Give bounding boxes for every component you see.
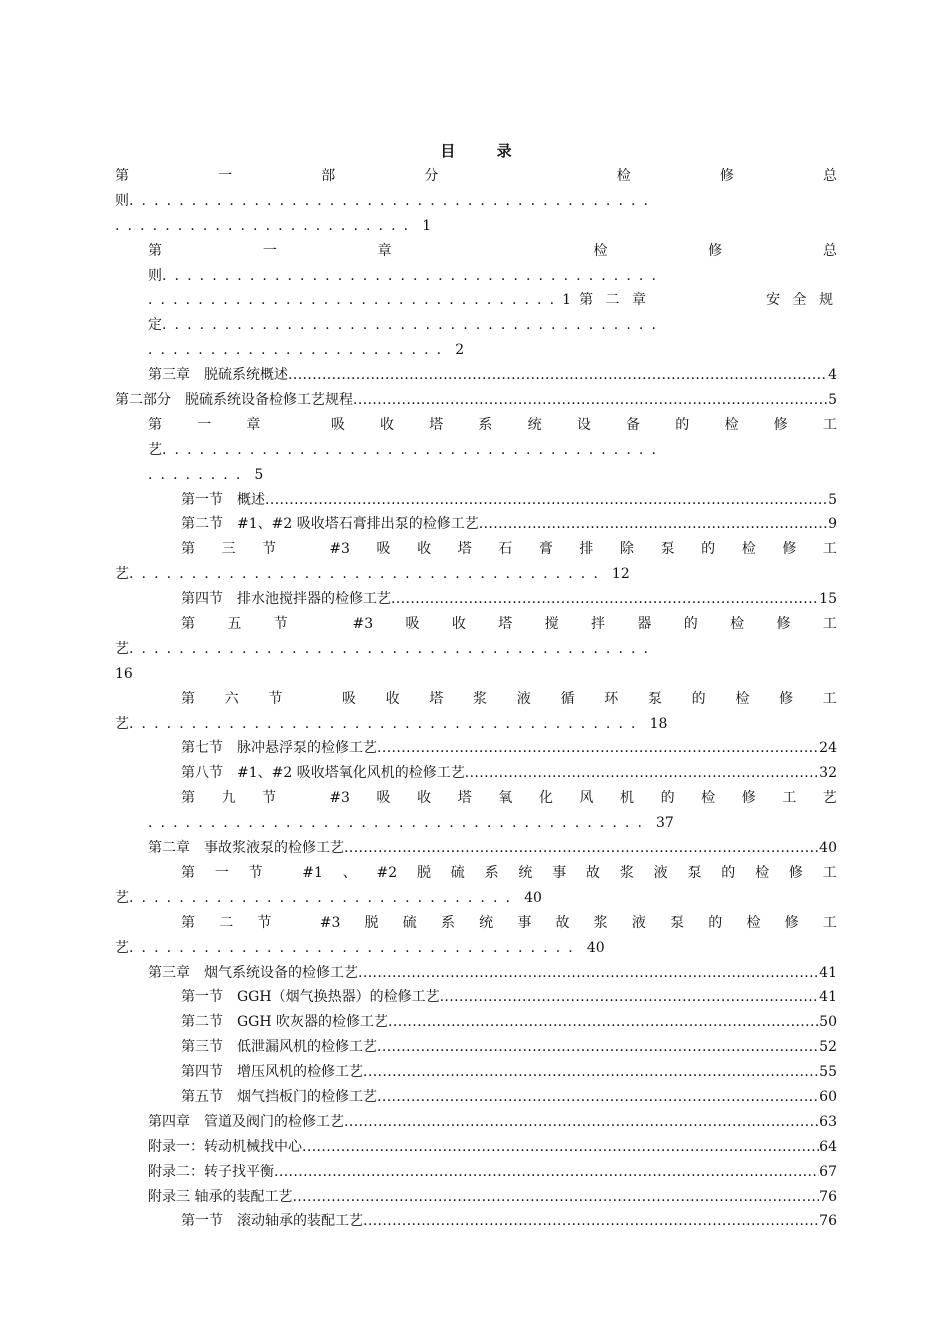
toc-entry-label: 第二节 [181, 516, 223, 533]
toc-glyph: 塔 [457, 790, 472, 807]
toc-glyph: 浆 [619, 864, 634, 881]
toc-entry-c3s1[interactable] [181, 985, 837, 1010]
toc-entry-title: GGH（烟气换热器）的检修工艺 [237, 989, 440, 1006]
toc-entry-page: 1 [422, 217, 432, 234]
toc-glyph: 的 [660, 790, 675, 807]
toc-entry-s9-spread[interactable] [181, 786, 837, 811]
toc-glyph: 液 [653, 864, 668, 881]
toc-glyph: 收 [451, 616, 466, 633]
toc-glyph: 一 [218, 168, 233, 184]
toc-entry-text [181, 1209, 363, 1234]
toc-entry-text [181, 512, 479, 537]
toc-p2c1-line3 [148, 463, 837, 488]
toc-glyph: 的 [721, 864, 736, 881]
toc-glyph: 硫 [402, 914, 417, 931]
toc-glyph: 吸 [341, 690, 356, 707]
toc-entry-c3s5[interactable] [181, 1085, 837, 1110]
dot-leader: ......................................... [129, 715, 644, 732]
toc-glyph: 修 [776, 616, 791, 633]
dot-leader [363, 1060, 819, 1085]
toc-glyph: 节 [248, 864, 263, 881]
toc-glyph: 检 [730, 616, 745, 633]
toc-entry-text [148, 836, 344, 861]
dot-leader: ........................ [115, 217, 417, 234]
dot-leader [292, 1185, 819, 1210]
toc-glyph: 修 [708, 242, 723, 259]
toc-glyph: 事 [517, 914, 532, 931]
toc-glyph: 九 [221, 790, 236, 807]
toc-glyph: 第 [181, 616, 195, 633]
toc-entry-text [181, 488, 265, 513]
toc-glyph: 备 [626, 416, 641, 433]
toc-entry-page: 9 [828, 516, 837, 533]
toc-glyph: 三 [221, 541, 236, 558]
toc-glyph: 工 [782, 790, 797, 807]
toc-entry-page: 41 [819, 989, 837, 1006]
toc-entry-page: 1 [562, 292, 572, 309]
toc-entry-s4[interactable] [181, 587, 837, 612]
toc-glyph: 艺 [115, 889, 129, 906]
toc-entry-title: 脉冲悬浮泵的检修工艺 [237, 740, 377, 757]
toc-entry-c2s1-spread[interactable] [181, 861, 837, 886]
toc-glyph: 第 [181, 914, 195, 931]
toc-glyph: 故 [555, 914, 570, 931]
toc-glyph: 节 [257, 914, 272, 931]
toc-glyph: 收 [417, 541, 432, 558]
toc-entry-title: 附录一：转动机械找中心 [148, 1138, 302, 1155]
toc-entry-label: 第三节 [181, 1039, 223, 1056]
dot-leader [353, 388, 828, 413]
dot-leader [265, 488, 828, 513]
toc-glyph: 塔 [429, 416, 444, 433]
toc-entry-page: 50 [819, 1014, 837, 1031]
dot-leader [363, 1209, 819, 1234]
toc-entry-text [148, 1110, 344, 1135]
toc-glyph: 脱 [364, 914, 379, 931]
toc-title: 目 录 [440, 142, 530, 160]
toc-glyph: 排 [579, 541, 594, 558]
toc-entry-page: 12 [611, 566, 630, 583]
toc-glyph: 六 [224, 690, 239, 707]
toc-glyph: 器 [637, 616, 652, 633]
dot-leader [344, 836, 819, 861]
toc-glyph: 检 [741, 541, 756, 558]
toc-entry-page: 5 [254, 466, 264, 483]
toc-entry-s2[interactable] [181, 512, 837, 537]
dot-leader [377, 736, 819, 761]
toc-glyph: 第 [181, 690, 195, 707]
toc-glyph: 循 [560, 690, 575, 707]
toc-c2s1-line2 [115, 886, 837, 911]
dot-leader [479, 512, 828, 537]
toc-entry-page: 24 [819, 740, 837, 757]
table-of-contents [115, 138, 837, 1234]
toc-glyph: 一 [197, 416, 212, 433]
toc-entry-s8[interactable] [181, 761, 837, 786]
toc-glyph: 的 [683, 616, 698, 633]
toc-glyph: 章 [246, 416, 261, 433]
toc-entry-page: 64 [819, 1138, 837, 1155]
toc-glyph: 泵 [670, 914, 685, 931]
toc-entry-page: 5 [828, 392, 837, 409]
toc-glyph: 艺 [822, 790, 837, 807]
toc-glyph: 工 [822, 416, 837, 433]
toc-glyph: 修 [773, 416, 788, 433]
toc-entry-page: 40 [819, 840, 837, 857]
toc-glyph: 、 [342, 864, 357, 881]
toc-glyph: 浆 [593, 914, 608, 931]
toc-entry-s6-spread[interactable] [181, 687, 837, 712]
dot-leader: ........................ [148, 342, 450, 359]
toc-glyph: 液 [516, 690, 531, 707]
toc-entry-title: #1、#2 吸收塔石膏排出泵的检修工艺 [237, 516, 479, 533]
toc-glyph: 章 [377, 242, 392, 259]
toc-glyph: 故 [586, 864, 601, 881]
toc-next-chapter-title: 安 全 规 [766, 292, 837, 309]
toc-glyph: 修 [719, 168, 734, 184]
toc-entry-title: 低泄漏风机的检修工艺 [237, 1039, 377, 1056]
toc-entry-a3s1[interactable] [181, 1209, 837, 1234]
toc-p1-line2 [115, 189, 837, 214]
dot-leader [288, 363, 828, 388]
toc-glyph: 机 [620, 790, 634, 807]
toc-p1c1-line3 [148, 288, 837, 313]
toc-glyph: 泵 [647, 690, 662, 707]
toc-glyph: 统 [527, 416, 542, 433]
toc-entry-p1c3[interactable] [148, 363, 837, 388]
toc-glyph: 的 [701, 541, 716, 558]
toc-entry-page: 60 [819, 1088, 837, 1105]
toc-entry-title: 脱硫系统设备检修工艺规程 [185, 392, 353, 409]
toc-glyph: 五 [227, 616, 242, 633]
toc-entry-label: 第一节 [181, 989, 223, 1006]
toc-glyph: 吸 [376, 541, 391, 558]
toc-s5-line2 [115, 637, 837, 662]
toc-glyph: 收 [385, 690, 400, 707]
dot-leader: .................................... [129, 939, 581, 956]
toc-glyph: 搅 [544, 616, 559, 633]
toc-glyph: 工 [822, 864, 837, 881]
toc-entry-text [148, 1160, 274, 1185]
toc-glyph: 总 [822, 242, 837, 259]
toc-entry-text [181, 985, 440, 1010]
toc-entry-p1-spread[interactable] [115, 164, 837, 189]
toc-entry-page: 37 [656, 815, 674, 832]
toc-entry-page: 76 [819, 1188, 837, 1205]
toc-glyph: 拌 [591, 616, 606, 633]
toc-entry-p2c1-spread[interactable] [148, 413, 837, 438]
toc-entry-label: 第四节 [181, 1064, 223, 1081]
toc-glyph: 系 [478, 416, 493, 433]
toc-entry-page: 55 [819, 1064, 837, 1081]
toc-entry-text [181, 1060, 363, 1085]
toc-glyph: 塔 [429, 690, 444, 707]
toc-glyph: #3 [329, 790, 350, 807]
toc-entry-title: GGH 吹灰器的检修工艺 [237, 1014, 389, 1031]
toc-glyph: 节 [262, 541, 277, 558]
toc-glyph: 化 [538, 790, 553, 807]
toc-glyph: 第 [148, 416, 162, 433]
toc-entry-text [148, 363, 288, 388]
dot-leader: .......................................... [129, 640, 657, 657]
toc-entry-label: 第二节 [181, 1014, 223, 1031]
toc-glyph: 修 [782, 541, 797, 558]
toc-entry-label: 第五节 [181, 1088, 223, 1105]
toc-glyph: 总 [822, 168, 837, 184]
toc-glyph: 收 [417, 790, 432, 807]
toc-glyph: 统 [518, 864, 533, 881]
toc-entry-label: 第四章 [148, 1113, 190, 1130]
toc-entry-page: 52 [819, 1039, 837, 1056]
toc-glyph: 修 [741, 790, 756, 807]
toc-entry-title: 管道及阀门的检修工艺 [204, 1113, 344, 1130]
toc-entry-title: 附录三 轴承的装配工艺 [148, 1188, 293, 1205]
toc-glyph: 检 [724, 416, 739, 433]
dot-leader [302, 1135, 819, 1160]
toc-p2c1-line2 [148, 438, 837, 463]
toc-glyph: 脱 [416, 864, 431, 881]
toc-glyph: 艺 [115, 566, 129, 583]
toc-glyph: 修 [788, 864, 803, 881]
toc-glyph: #3 [319, 914, 341, 931]
toc-glyph: #2 [376, 864, 398, 881]
toc-entry-text [181, 736, 377, 761]
toc-glyph: 硫 [450, 864, 465, 881]
toc-glyph: 氧 [498, 790, 513, 807]
toc-entry-title: 事故浆液泵的检修工艺 [204, 840, 344, 857]
toc-entry-a1[interactable] [148, 1135, 837, 1160]
toc-entry-s3-spread[interactable] [181, 537, 837, 562]
toc-glyph: 定 [148, 317, 162, 334]
toc-entry-a3[interactable] [148, 1185, 837, 1210]
toc-entry-text [181, 1035, 377, 1060]
toc-entry-title: 增压风机的检修工艺 [237, 1064, 363, 1081]
toc-glyph: 统 [479, 914, 494, 931]
toc-glyph: 塔 [498, 616, 513, 633]
dot-leader [344, 1110, 819, 1135]
dot-leader: ........................................ [148, 815, 651, 832]
toc-glyph: 检 [746, 914, 761, 931]
toc-entry-c3s4[interactable] [181, 1060, 837, 1085]
toc-s6-line2 [115, 712, 837, 737]
toc-glyph: 检 [755, 864, 770, 881]
dot-leader: ........................................ [162, 441, 665, 458]
toc-glyph: 修 [779, 690, 794, 707]
toc-entry-text [148, 1135, 302, 1160]
toc-glyph: 节 [268, 690, 283, 707]
dot-leader: ........................................ [162, 317, 665, 334]
toc-glyph: 的 [691, 690, 706, 707]
toc-glyph: 工 [822, 690, 837, 707]
toc-entry-c3s2[interactable] [181, 1010, 837, 1035]
toc-entry-title: 烟气系统设备的检修工艺 [204, 964, 358, 981]
toc-entry-page: 67 [819, 1163, 837, 1180]
dot-leader: ........ [148, 466, 249, 483]
dot-leader [440, 985, 820, 1010]
toc-glyph: 的 [708, 914, 723, 931]
toc-p1c2-line1 [148, 313, 837, 338]
toc-glyph: 泵 [687, 864, 702, 881]
toc-glyph: 环 [604, 690, 619, 707]
toc-entry-text [115, 388, 353, 413]
toc-glyph: 检 [616, 168, 631, 184]
toc-glyph: 艺 [115, 640, 129, 657]
dot-leader: ............................... [129, 889, 519, 906]
toc-entry-c3s3[interactable] [181, 1035, 837, 1060]
toc-glyph: 一 [214, 864, 229, 881]
toc-entry-s7[interactable] [181, 736, 837, 761]
toc-glyph: 风 [579, 790, 594, 807]
dot-leader [465, 761, 819, 786]
toc-entry-label: 第七节 [181, 740, 223, 757]
toc-entry-title: 脱硫系统概述 [204, 367, 288, 384]
toc-glyph: 吸 [376, 790, 391, 807]
toc-entry-text [181, 761, 465, 786]
toc-glyph: 检 [593, 242, 608, 259]
toc-next-chapter: 第 二 章 [579, 292, 650, 309]
toc-entry-title: 附录二：转子找平衡 [148, 1163, 274, 1180]
toc-entry-c3[interactable] [148, 961, 837, 986]
toc-glyph: 第 [148, 242, 162, 259]
toc-entry-page: 5 [828, 491, 837, 508]
toc-glyph: 设 [576, 416, 591, 433]
toc-glyph: 塔 [457, 541, 472, 558]
dot-leader [274, 1160, 819, 1185]
toc-glyph: 第 [115, 168, 129, 184]
toc-entry-page: 18 [649, 715, 668, 732]
toc-glyph: 一 [262, 242, 277, 259]
toc-p1-line3 [115, 214, 837, 239]
toc-glyph: 艺 [148, 441, 162, 458]
toc-entry-c2s2-spread[interactable] [181, 911, 837, 936]
toc-glyph: 第 [181, 864, 195, 881]
toc-entry-title: 概述 [237, 491, 265, 508]
toc-entry-text [181, 587, 391, 612]
toc-entry-title: 烟气挡板门的检修工艺 [237, 1088, 377, 1105]
toc-glyph: 收 [380, 416, 395, 433]
toc-p1c2-line2 [148, 338, 837, 363]
toc-entry-page: 76 [819, 1213, 837, 1230]
toc-entry-c4[interactable] [148, 1110, 837, 1135]
toc-glyph: 浆 [473, 690, 488, 707]
dot-leader [388, 1010, 819, 1035]
dot-leader: ................................. [148, 292, 563, 309]
dot-leader [391, 587, 819, 612]
toc-entry-page: 41 [819, 964, 837, 981]
toc-glyph: #3 [352, 616, 374, 633]
toc-entry-label: 第四节 [181, 591, 223, 608]
toc-glyph: 艺 [115, 715, 129, 732]
toc-entry-page: 32 [819, 765, 837, 782]
toc-glyph: 检 [701, 790, 716, 807]
toc-entry-text [181, 1085, 377, 1110]
toc-entry-title: #1、#2 吸收塔氧化风机的检修工艺 [237, 765, 465, 782]
dot-leader [377, 1085, 819, 1110]
toc-glyph: 则 [115, 192, 129, 209]
toc-entry-c2[interactable] [148, 836, 837, 861]
toc-glyph: 石 [498, 541, 513, 558]
toc-entry-label: 第一节 [181, 491, 223, 508]
toc-glyph: 节 [273, 616, 288, 633]
toc-s5-line3: 16 [115, 665, 133, 682]
toc-glyph: 膏 [538, 541, 553, 558]
dot-leader: ...................................... [129, 566, 606, 583]
toc-glyph: 的 [675, 416, 690, 433]
toc-entry-p2[interactable] [115, 388, 837, 413]
toc-entry-text [148, 1185, 292, 1210]
toc-entry-page: 2 [455, 342, 465, 359]
toc-entry-text [181, 1010, 388, 1035]
toc-entry-p1c1-spread[interactable] [148, 239, 837, 264]
toc-entry-a2[interactable] [148, 1160, 837, 1185]
toc-s3-line2 [115, 562, 837, 587]
toc-glyph: 除 [620, 541, 634, 558]
toc-entry-label: 第一节 [181, 1213, 223, 1230]
dot-leader: .......................................... [129, 192, 657, 209]
toc-p1c1-line2 [148, 264, 837, 289]
toc-entry-page: 15 [819, 591, 837, 608]
toc-entry-s5-spread[interactable] [181, 612, 837, 637]
toc-glyph: #3 [329, 541, 350, 558]
toc-entry-s1[interactable] [181, 488, 837, 513]
toc-entry-page: 63 [819, 1113, 837, 1130]
toc-entry-label: 第二部分 [115, 392, 171, 409]
dot-leader: ........................................ [162, 267, 665, 284]
toc-glyph: 艺 [115, 939, 129, 956]
toc-glyph: 液 [631, 914, 646, 931]
toc-entry-label: 第二章 [148, 840, 190, 857]
toc-glyph: 检 [735, 690, 750, 707]
toc-glyph: 工 [822, 541, 837, 558]
toc-entry-page: 40 [524, 889, 542, 906]
toc-glyph: #1 [302, 864, 323, 881]
toc-glyph: 第 [181, 790, 195, 807]
toc-glyph: 吸 [405, 616, 420, 633]
toc-glyph: 工 [822, 616, 837, 633]
dot-leader [377, 1035, 819, 1060]
toc-glyph: 分 [424, 168, 439, 184]
toc-entry-label: 第八节 [181, 765, 223, 782]
toc-glyph: 泵 [660, 541, 675, 558]
toc-glyph: 部 [321, 168, 336, 184]
toc-glyph: 则 [148, 267, 162, 284]
toc-glyph: 第 [181, 541, 195, 558]
toc-entry-title: 排水池搅拌器的检修工艺 [237, 591, 391, 608]
toc-glyph: 事 [552, 864, 567, 881]
toc-glyph: 修 [784, 914, 799, 931]
toc-c2s2-line2 [115, 936, 837, 961]
toc-glyph: 节 [262, 790, 277, 807]
toc-entry-label: 第三章 [148, 367, 190, 384]
toc-glyph: 系 [440, 914, 455, 931]
toc-glyph: 工 [822, 914, 837, 931]
toc-entry-title: 滚动轴承的装配工艺 [237, 1213, 363, 1230]
toc-entry-page: 40 [586, 939, 605, 956]
toc-glyph: 吸 [330, 416, 345, 433]
toc-glyph: 二 [219, 914, 234, 931]
dot-leader [358, 961, 819, 986]
toc-entry-page: 4 [828, 367, 837, 384]
toc-s9-line2 [148, 811, 837, 836]
toc-entry-label: 第三章 [148, 964, 190, 981]
toc-glyph: 系 [484, 864, 499, 881]
toc-entry-text [148, 961, 358, 986]
